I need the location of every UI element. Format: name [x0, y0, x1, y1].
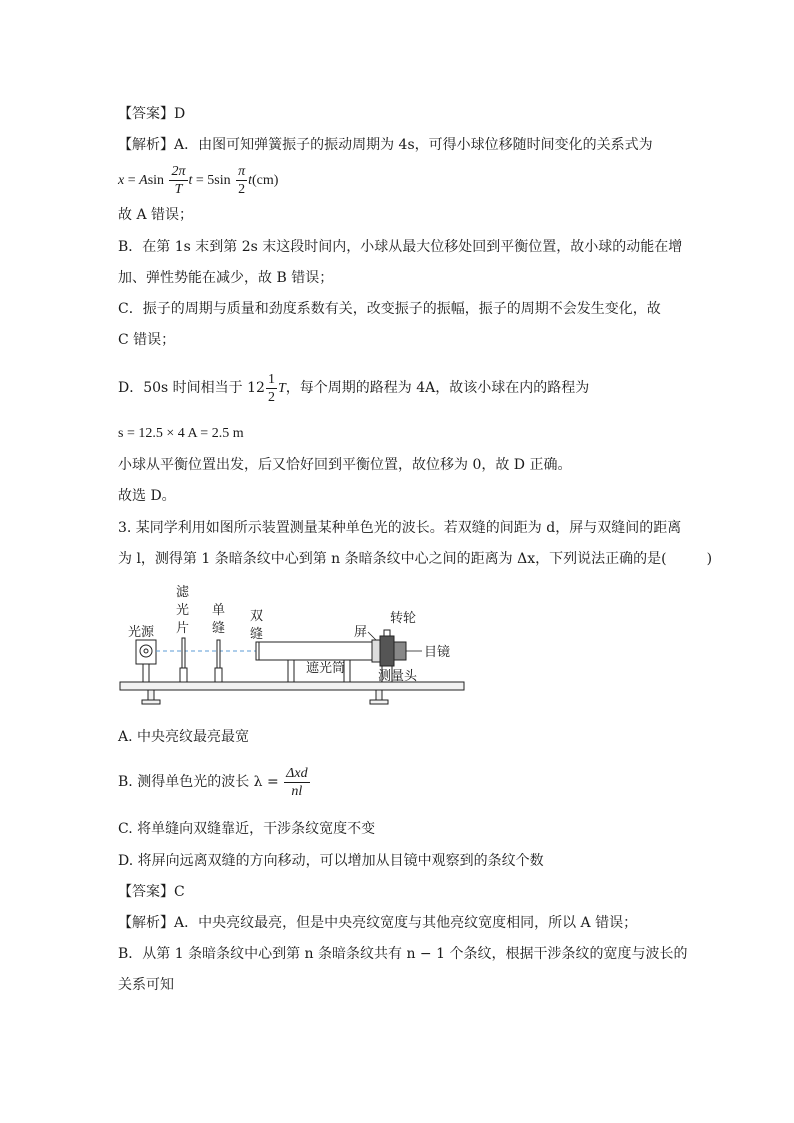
double-slit-apparatus-diagram — [118, 576, 478, 716]
label-double-slit-1: 双 — [250, 609, 264, 624]
analysis-1-c-line2: C 错误； — [118, 332, 176, 348]
label-double-slit-2: 缝 — [250, 627, 264, 642]
analysis-1-d: D．50s 时间相当于 12 $\frac{1}{2}$ T，每个周期的路程为 4A，故该小球在内的路程为 — [118, 371, 590, 405]
analysis-1-c-line1: C．振子的周期与质量和劲度系数有关，改变振子的振幅，振子的周期不会发生变化，故 — [118, 301, 661, 317]
light-source — [136, 640, 156, 682]
label-single-slit-2: 缝 — [212, 621, 226, 636]
label-light-source: 光源 — [128, 625, 155, 640]
fraction-one-half: $\frac{1}{2}$ — [267, 371, 275, 405]
option-b: B. 测得单色光的波长 λ = $\frac{\text{Δxd}}{nl}$ — [118, 765, 308, 799]
analysis-1-a: 【解析】A．由图可知弹簧振子的振动周期为 4s，可得小球位移随时间变化的关系式为 — [118, 137, 653, 153]
option-c: C. 将单缝向双缝靠近，干涉条纹宽度不变 — [118, 821, 376, 837]
label-tube: 遮光筒 — [306, 661, 346, 676]
label-single-slit-1: 单 — [212, 603, 226, 618]
analysis-1-a-conclusion: 故 A 错误； — [118, 207, 194, 223]
single-slit — [215, 640, 222, 682]
analysis-3-b-line2: 关系可知 — [118, 977, 174, 993]
label-filter-1: 滤 — [176, 585, 190, 600]
label-filter-3: 片 — [176, 621, 190, 636]
option-d: D. 将屏向远离双缝的方向移动，可以增加从目镜中观察到的条纹个数 — [118, 853, 544, 869]
fraction-wavelength: $\frac{\text{Δxd}}{nl}$ — [286, 765, 308, 799]
analysis-3-b-line1: B．从第 1 条暗条纹中心到第 n 条暗条纹共有 n − 1 个条纹，根据干涉条纹的宽度与波长的 — [118, 946, 688, 962]
analysis-1-d-line3: 小球从平衡位置出发，后又恰好回到平衡位置，故位移为 0，故 D 正确。 — [118, 457, 572, 473]
label-measure-head: 测量头 — [378, 669, 418, 684]
formula-x: x = Asin $\frac{2\pi}{T}$ t = 5sin $\frac{\pi}{2}$ t(cm) — [118, 163, 279, 197]
analysis-1-b-line1: B．在第 1s 末到第 2s 末这段时间内，小球从最大位移处回到平衡位置，故小球的动能在增 — [118, 239, 683, 255]
answer-3: 【答案】C — [118, 884, 185, 900]
label-filter-2: 光 — [176, 603, 190, 618]
filter — [180, 638, 187, 682]
fraction-pi-over-2: $\frac{\pi}{2}$ — [238, 163, 246, 197]
question-3-line2: 为 l，测得第 1 条暗条纹中心到第 n 条暗条纹中心之间的距离为 Δx，下列说法正确的是( ) — [118, 551, 713, 567]
question-3-line1: 3. 某同学利用如图所示装置测量某种单色光的波长。若双缝的间距为 d，屏与双缝间的距离 — [118, 520, 682, 536]
fraction-2pi-over-T: $\frac{2\pi}{T}$ — [171, 163, 186, 197]
option-a: A. 中央亮纹最亮最宽 — [118, 729, 250, 745]
analysis-3-a: 【解析】A．中央亮纹最亮，但是中央亮纹宽度与其他亮纹宽度相同，所以 A 错误； — [118, 915, 638, 931]
answer-1: 【答案】D — [118, 106, 186, 122]
label-screen: 屏 — [354, 625, 368, 640]
label-wheel: 转轮 — [390, 611, 417, 626]
label-eyepiece: 目镜 — [424, 645, 451, 660]
formula-s: s = 12.5 × 4 A = 2.5 m — [118, 426, 244, 441]
analysis-1-conclusion: 故选 D。 — [118, 488, 176, 504]
rail-feet — [142, 690, 388, 704]
analysis-1-b-line2: 加、弹性势能在减少，故 B 错误； — [118, 270, 334, 286]
